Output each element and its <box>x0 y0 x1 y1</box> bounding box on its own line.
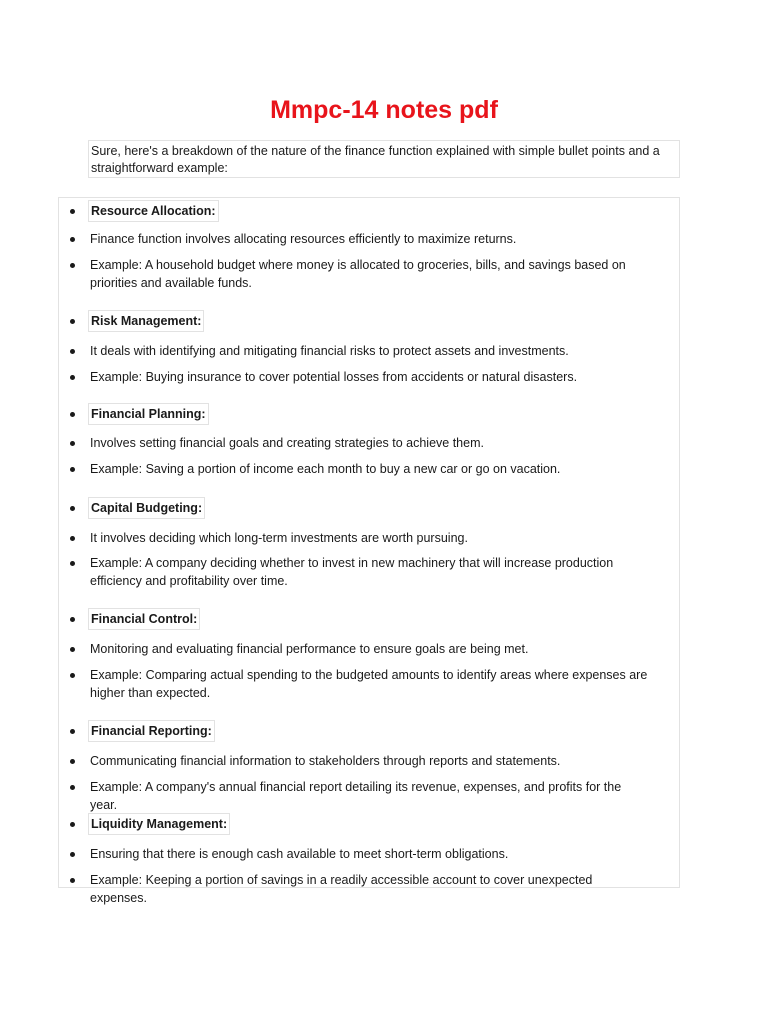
bullet-icon <box>70 499 75 517</box>
bullet-icon <box>70 368 75 386</box>
list-item-text: Finance function involves allocating resources efficiently to maximize returns. <box>90 232 517 246</box>
bullet-icon <box>70 460 75 478</box>
section-heading: Financial Reporting: <box>88 720 215 742</box>
section-heading: Liquidity Management: <box>88 813 230 835</box>
bullet-icon <box>70 610 75 628</box>
section-heading: Resource Allocation: <box>88 200 219 222</box>
list-item-text: Example: A household budget where money is allocated to groceries, bills, and savings based on priorities and available funds. <box>90 258 626 290</box>
bullet-icon <box>70 312 75 330</box>
list-item-text: Example: A company deciding whether to invest in new machinery that will increase production efficiency and profitability over time. <box>90 556 614 588</box>
section-heading: Financial Planning: <box>88 403 209 425</box>
bullet-icon <box>70 529 75 547</box>
content-box <box>58 197 680 905</box>
list-item-text: Ensuring that there is enough cash available to meet short-term obligations. <box>90 847 509 861</box>
list-item-text: It deals with identifying and mitigating financial risks to protect assets and investments. <box>90 344 569 358</box>
bullet-icon <box>70 342 75 360</box>
bullet-icon <box>70 752 75 770</box>
bullet-icon <box>70 815 75 833</box>
bullet-icon <box>70 845 75 863</box>
intro-paragraph: Sure, here's a breakdown of the nature of the finance function explained with simple bullet points and a straightforward example: <box>88 140 680 178</box>
list-item-text: Communicating financial information to stakeholders through reports and statements. <box>90 754 561 768</box>
list-item-text: Example: Keeping a portion of savings in a readily accessible account to cover unexpected expenses. <box>90 873 593 905</box>
list-item-text: Involves setting financial goals and creating strategies to achieve them. <box>90 436 484 450</box>
section-heading: Financial Control: <box>88 608 200 630</box>
bullet-icon <box>70 405 75 423</box>
bullet-icon <box>70 554 75 572</box>
list-item-text: Example: Saving a portion of income each month to buy a new car or go on vacation. <box>90 462 561 476</box>
bullet-icon <box>70 256 75 274</box>
section-heading: Capital Budgeting: <box>88 497 205 519</box>
bullet-icon <box>70 202 75 220</box>
bullet-icon <box>70 778 75 796</box>
bullet-icon <box>70 230 75 248</box>
bullet-icon <box>70 434 75 452</box>
list-item-text: Monitoring and evaluating financial performance to ensure goals are being met. <box>90 642 529 656</box>
list-item-text: Example: Comparing actual spending to the budgeted amounts to identify areas where expenses are higher than expected. <box>90 668 648 700</box>
list-item-text: It involves deciding which long-term investments are worth pursuing. <box>90 531 468 545</box>
bullet-icon <box>70 871 75 889</box>
bullet-icon <box>70 722 75 740</box>
list-item-text: Example: Buying insurance to cover potential losses from accidents or natural disasters. <box>90 370 578 384</box>
page-title: Mmpc-14 notes pdf <box>270 96 498 124</box>
list-item-text: Example: A company's annual financial report detailing its revenue, expenses, and profits for the year. <box>90 780 622 812</box>
section-heading: Risk Management: <box>88 310 204 332</box>
bullet-icon <box>70 640 75 658</box>
bullet-icon <box>70 666 75 684</box>
